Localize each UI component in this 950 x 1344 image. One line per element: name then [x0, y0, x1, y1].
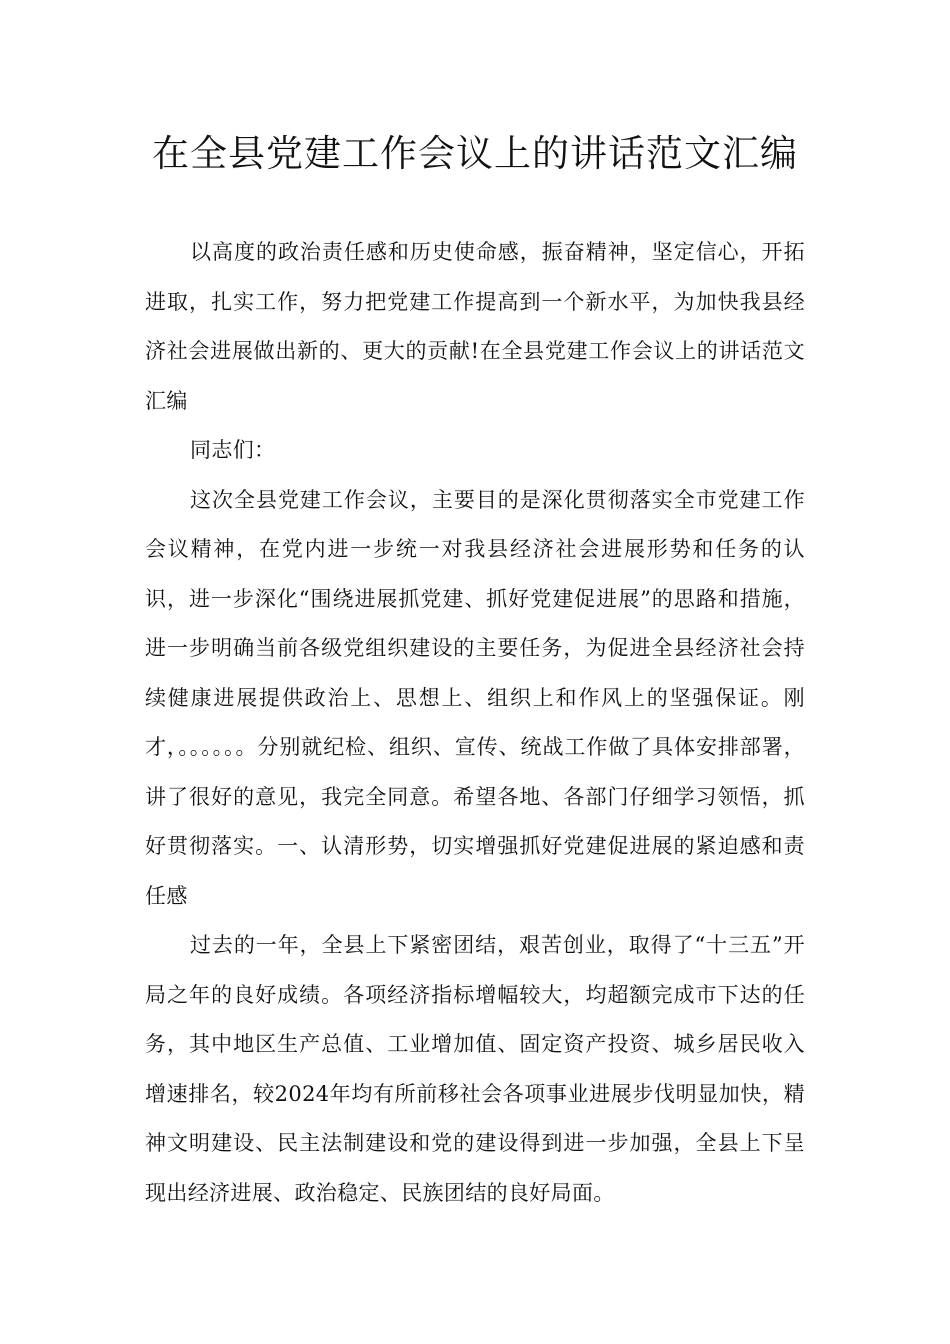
paragraph-meeting-purpose: 这次全县党建工作会议，主要目的是深化贯彻落实全市党建工作会议精神，在党内进一步统一对我县经济社会进展形势和任务的认识，进一步深化“围绕进展抓党建、抓好党建促进展”的思路和措施，进一步明确当前各级党组织建设的主要任务，为促进全县经济社会持续健康进展提供政治上、思想上、组织上和作风上的坚强保证。刚才，。。。。。。分别就纪检、组织、宣传、统战工作做了具体安排部署，讲了很好的意见，我完全同意。希望各地、各部门仔细学习领悟，抓好贯彻落实。一、认清形势，切实增强抓好党建促进展的紧迫感和责任感	[145, 487, 805, 908]
paragraph-past-year: 过去的一年，全县上下紧密团结，艰苦创业，取得了“十三五”开局之年的良好成绩。各项经济指标增幅较大，均超额完成市下达的任务，其中地区生产总值、工业增加值、固定资产投资、城乡居民收入增速排名，较2024年均有所前移社会各项事业进展步伐明显加快，精神文明建设、民主法制建设和党的建设得到进一步加强，全县上下呈现出经济进展、政治稳定、民族团结的良好局面。	[145, 933, 805, 1205]
paragraph-intro: 以高度的政治责任感和历史使命感，振奋精神，坚定信心，开拓进取，扎实工作，努力把党建工作提高到一个新水平，为加快我县经济社会进展做出新的、更大的贡献!在全县党建工作会议上的讲话范文汇编	[145, 240, 805, 413]
document-body	[145, 228, 805, 1218]
paragraph-salutation: 同志们：	[190, 438, 276, 462]
document-title: 在全县党建工作会议上的讲话范文汇编	[152, 132, 798, 175]
